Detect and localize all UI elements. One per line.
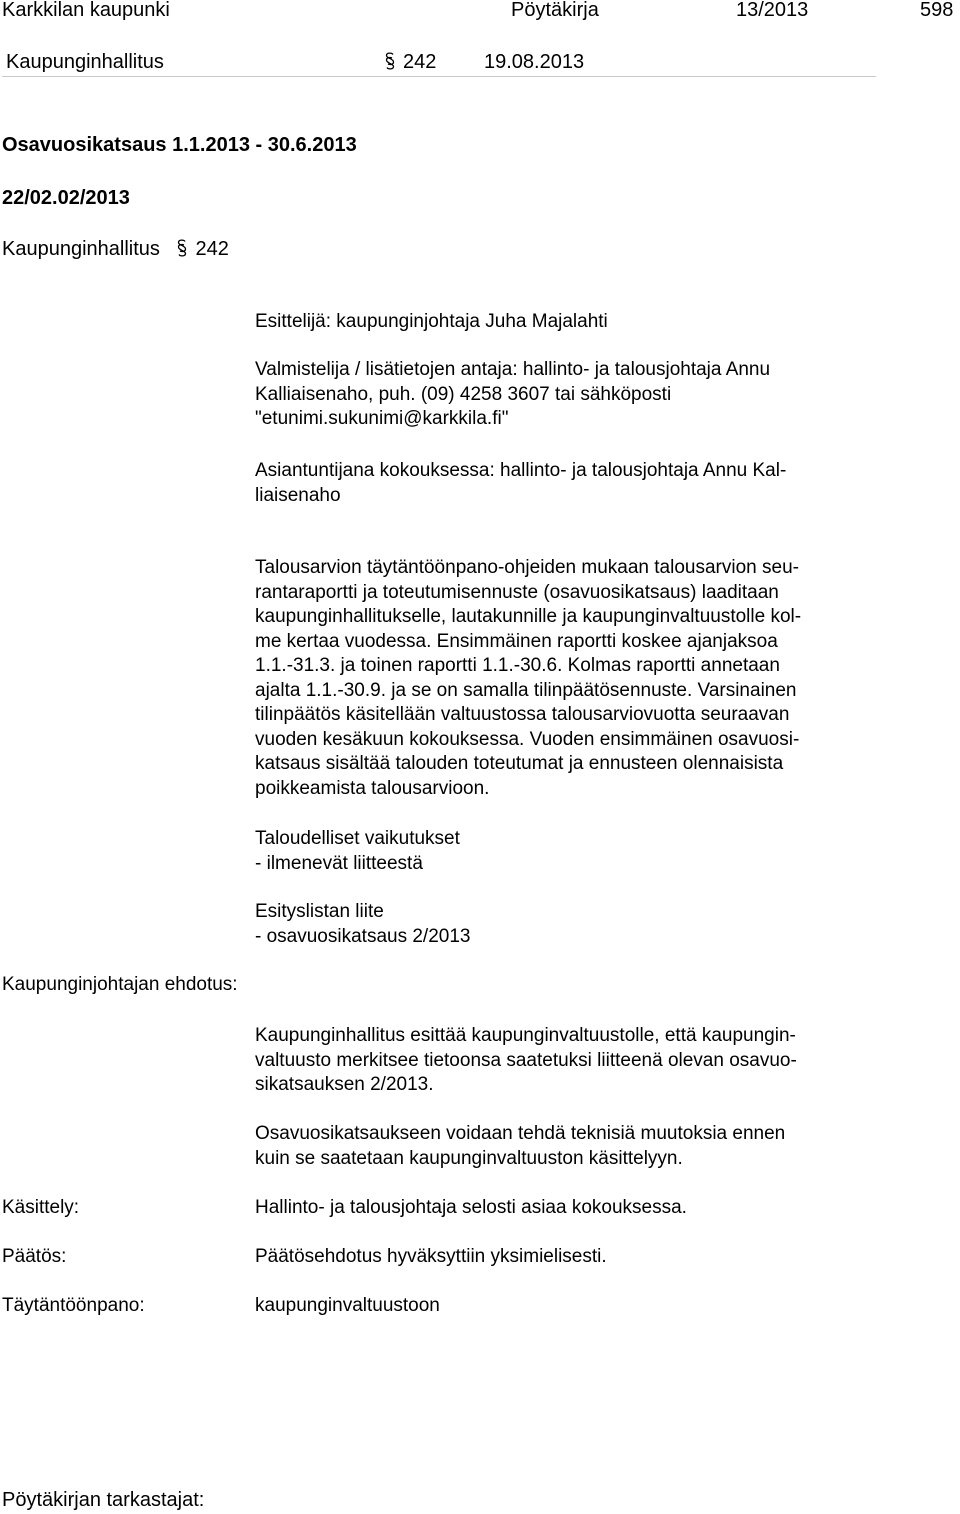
section-sign-icon xyxy=(175,238,189,258)
page-number: 598 xyxy=(920,0,954,21)
expert-info xyxy=(255,459,895,508)
body-line: me kertaa vuodessa. Ensimmäinen raportti koskee ajanjaksoa xyxy=(255,630,778,652)
execution-text: kaupunginvaltuustoon xyxy=(255,1295,440,1316)
document-number: 13/2013 xyxy=(736,0,809,21)
body-line: vuoden kesäkuun kokouksessa. Vuoden ensimmäinen osavuosi- xyxy=(255,728,800,750)
financial-line: Taloudelliset vaikutukset xyxy=(255,828,460,849)
preparer-line: Valmistelija / lisätietojen antaja: hallinto- ja talousjohtaja Annu xyxy=(255,359,771,380)
body-line: rantaraportti ja toteutumisennuste (osavuosikatsaus) laaditaan xyxy=(255,581,779,603)
body-line: ajalta 1.1.-30.9. ja se on samalla tilinpäätösennuste. Varsinainen xyxy=(255,679,797,701)
proposal-note-line: kuin se saatetaan kaupunginvaltuuston käsittelyyn. xyxy=(255,1147,683,1169)
body-paragraph xyxy=(255,556,895,801)
body-line: poikkeamista talousarvioon. xyxy=(255,777,490,799)
decision-text: Päätösehdotus hyväksyttiin yksimielisesti. xyxy=(255,1246,607,1267)
section-sign-icon xyxy=(383,51,397,71)
proposal-label: Kaupunginjohtajan ehdotus: xyxy=(2,974,238,995)
proposal-note xyxy=(255,1122,895,1171)
attachments xyxy=(255,900,895,949)
diary-number: 22/02.02/2013 xyxy=(2,187,130,209)
proposal-line: Kaupunginhallitus esittää kaupunginvaltuustolle, että kaupungin- xyxy=(255,1025,796,1046)
expert-line: Asiantuntijana kokouksessa: hallinto- ja talousjohtaja Annu Kal- xyxy=(255,460,787,481)
body-line: kaupunginhallitukselle, lautakunnille ja kaupunginvaltuustolle kol- xyxy=(255,606,802,627)
proposal-line: valtuusto merkitsee tietoonsa saatetuksi liitteenä olevan osavuo- xyxy=(255,1049,797,1071)
presenter: Esittelijä: kaupunginjohtaja Juha Majalahti xyxy=(255,311,608,332)
expert-line: liaisenaho xyxy=(255,484,341,506)
proposal xyxy=(255,1024,895,1098)
body-line: Talousarvion täytäntöönpano-ohjeiden mukaan talousarvion seu- xyxy=(255,557,799,578)
section-reference xyxy=(383,50,436,74)
preparer-info xyxy=(255,358,895,432)
financial-impact xyxy=(255,827,895,876)
decision-label: Päätös: xyxy=(2,1246,67,1267)
proposal-line: sikatsauksen 2/2013. xyxy=(255,1074,434,1095)
attachment-line: - osavuosikatsaus 2/2013 xyxy=(255,925,471,947)
header-divider xyxy=(2,76,876,77)
body-line: katsaus sisältää talouden toteutumat ja ennusteen olennaisista xyxy=(255,753,784,774)
attachment-line: Esityslistan liite xyxy=(255,901,384,922)
proposal-note-line: Osavuosikatsaukseen voidaan tehdä teknisiä muutoksia ennen xyxy=(255,1123,786,1144)
previous-body: Kaupunginhallitus xyxy=(2,238,160,260)
document-type: Pöytäkirja xyxy=(511,0,599,21)
meeting-body: Kaupunginhallitus xyxy=(6,51,164,73)
body-line: 1.1.-31.3. ja toinen raportti 1.1.-30.6. Kolmas raportti annetaan xyxy=(255,655,780,676)
matter-title: Osavuosikatsaus 1.1.2013 - 30.6.2013 xyxy=(2,134,357,156)
preparer-line: "etunimi.sukunimi@karkkila.fi" xyxy=(255,408,509,429)
body-line: tilinpäätös käsitellään valtuustossa talousarviovuotta seuraavan xyxy=(255,704,790,725)
previous-section: 242 xyxy=(195,238,229,260)
reviewers-label: Pöytäkirjan tarkastajat: xyxy=(2,1489,205,1511)
preparer-line: Kalliaisenaho, puh. (09) 4258 3607 tai sähköposti xyxy=(255,383,672,405)
organization-name: Karkkilan kaupunki xyxy=(2,0,170,21)
financial-line: - ilmenevät liitteestä xyxy=(255,852,423,874)
execution-label: Täytäntöönpano: xyxy=(2,1295,145,1316)
section-number: 242 xyxy=(403,51,437,73)
handling-label: Käsittely: xyxy=(2,1197,80,1218)
previous-handling xyxy=(2,237,229,261)
handling-text: Hallinto- ja talousjohtaja selosti asiaa kokouksessa. xyxy=(255,1197,687,1218)
meeting-date: 19.08.2013 xyxy=(484,51,585,73)
